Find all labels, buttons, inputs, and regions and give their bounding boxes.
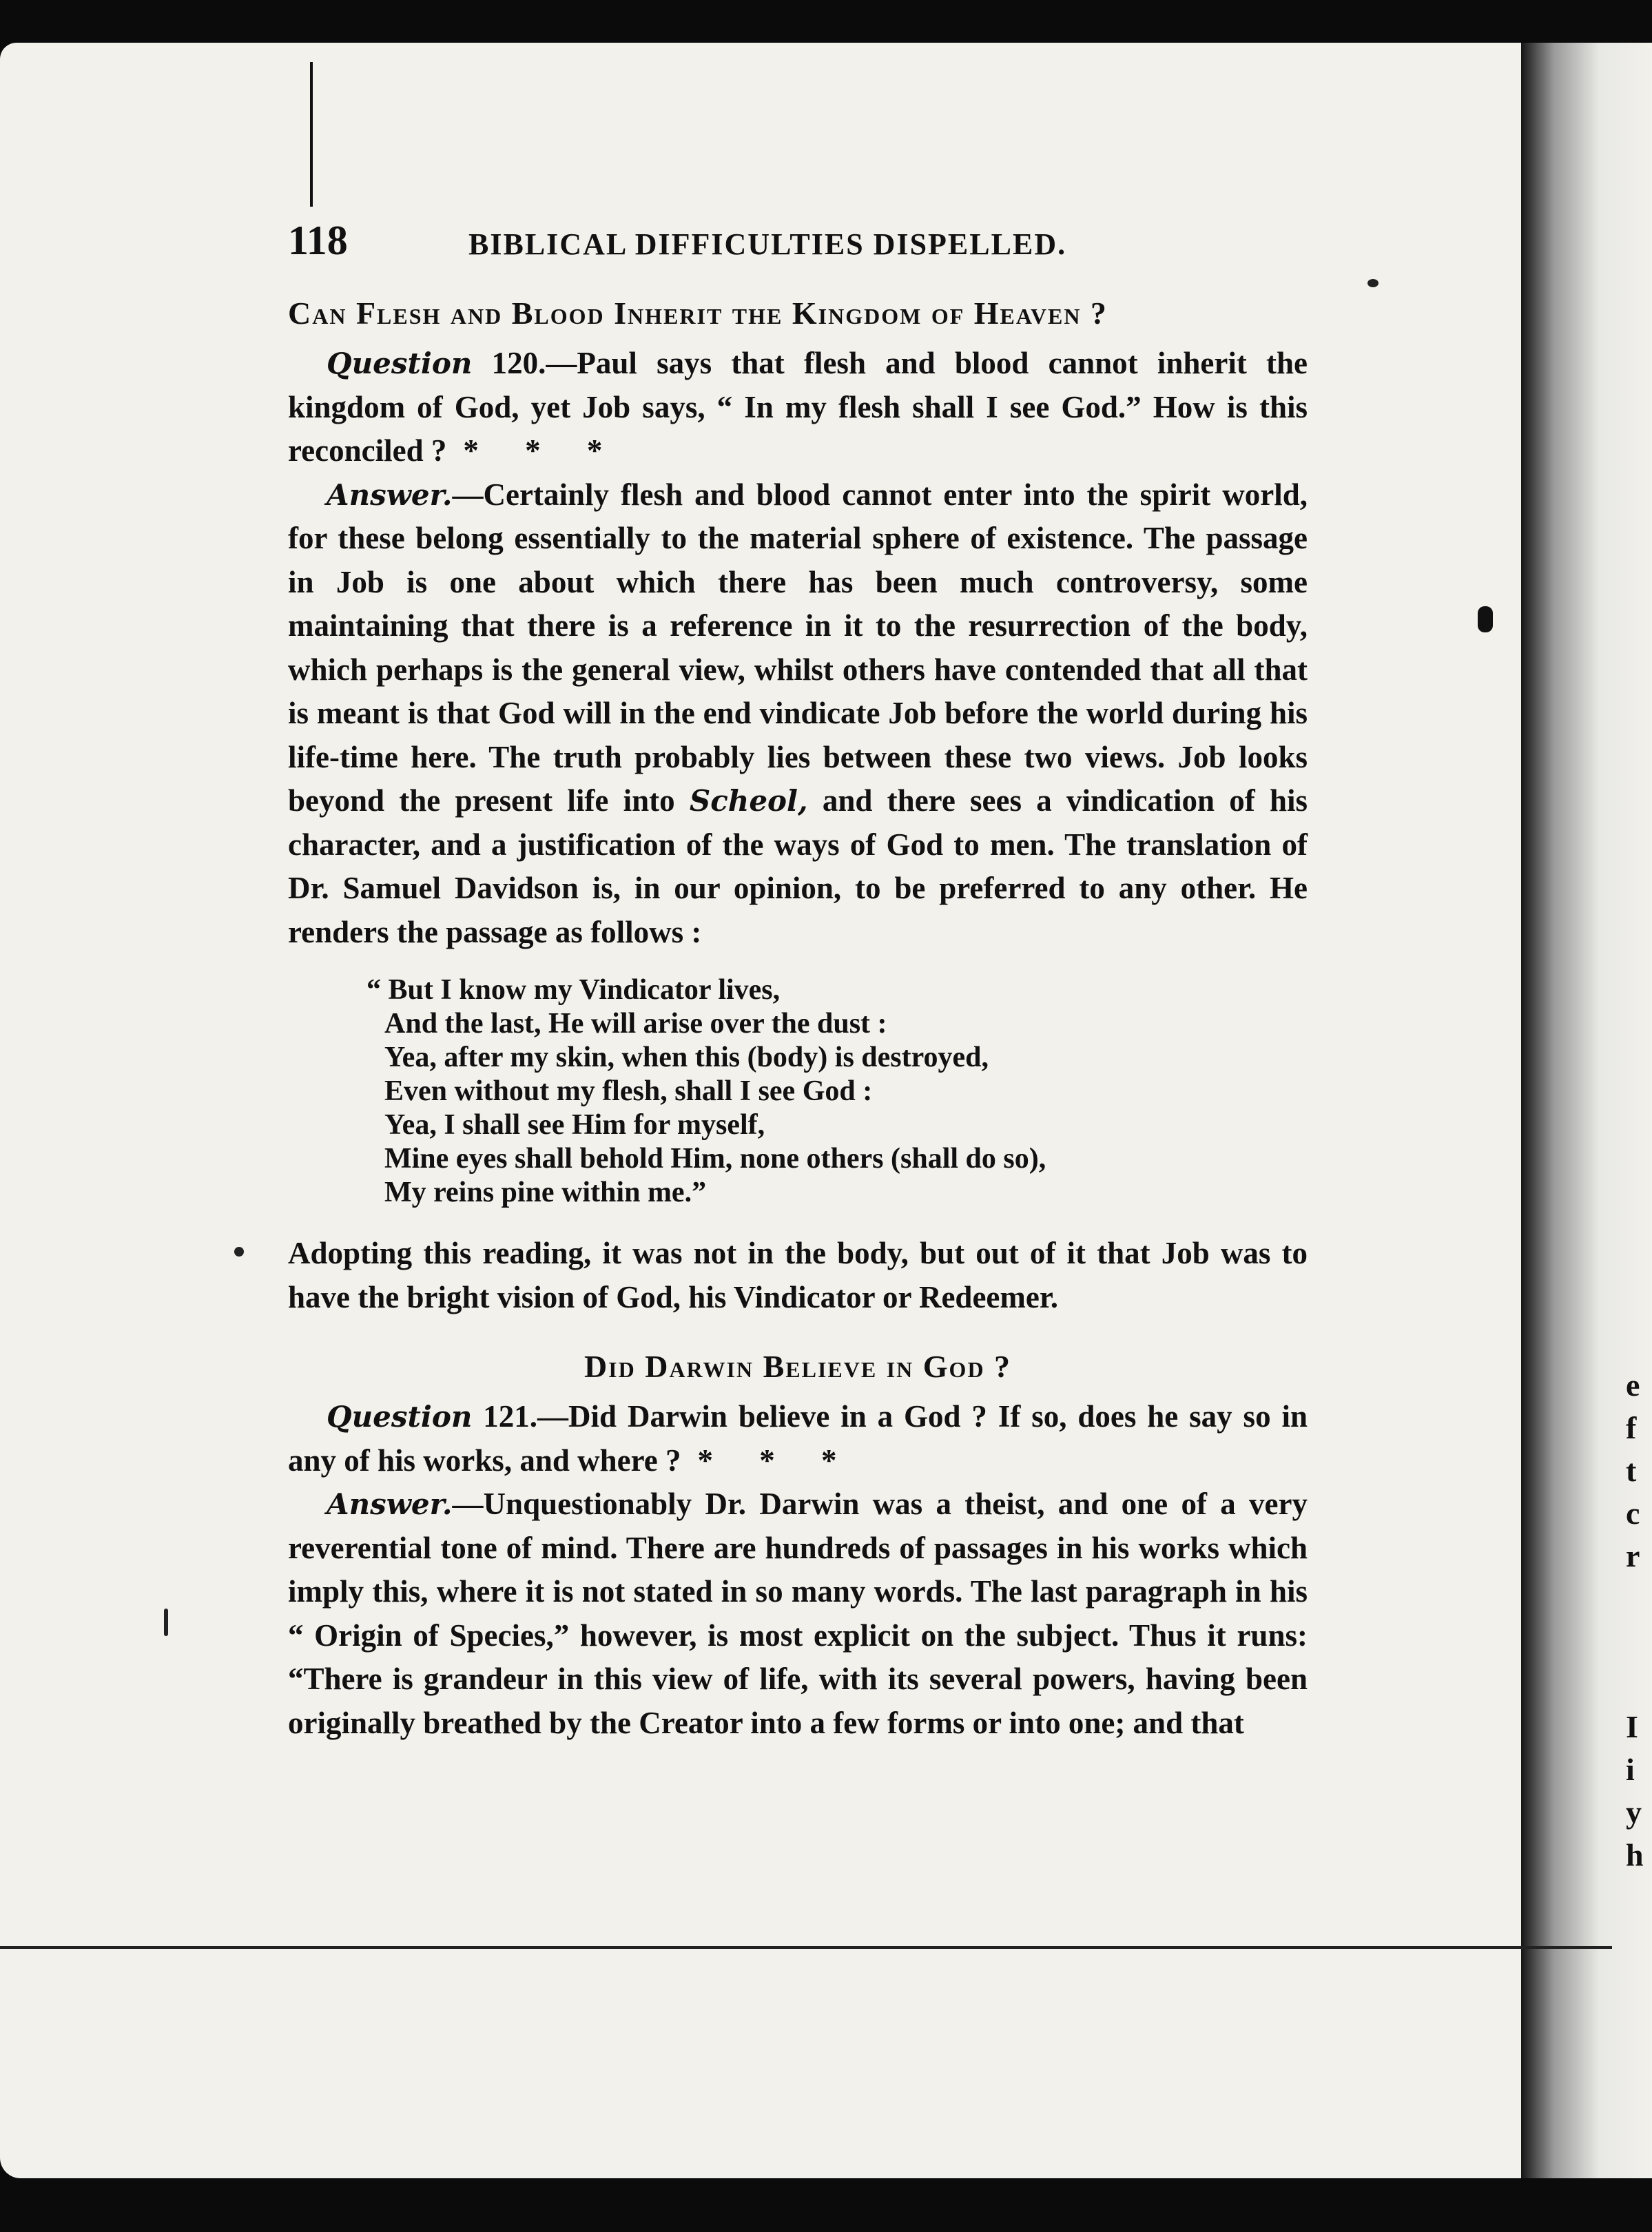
answer-paragraph xyxy=(288,473,1308,955)
speck xyxy=(1367,279,1379,287)
verse-line: Mine eyes shall behold Him, none others (shall do so), xyxy=(384,1143,1046,1175)
answer-paragraph xyxy=(288,1482,1308,1745)
answer-text: —Certainly flesh and blood cannot enter into the spirit world, for these belong essentially to the material sphere of existence. The passage in Job is one about which there has been much controversy, some maintaining that there is a reference in it to the resurrection of the body, which perhaps is the general view, whilst others have contended that all that is meant is that God will in the end vindicate Job before the world during his life-time here. The truth probably lies between these two views. Job looks beyond the present life into xyxy=(288,477,1308,818)
margin-fragment: h xyxy=(1626,1837,1644,1872)
stars: * * * xyxy=(697,1443,856,1478)
verse-line: Yea, I shall see Him for myself, xyxy=(384,1109,765,1141)
answer-label: Answer. xyxy=(327,477,453,512)
speck xyxy=(234,1247,244,1257)
gutter-mark xyxy=(1478,606,1493,632)
running-head xyxy=(288,219,1308,274)
margin-fragment: y xyxy=(1626,1795,1642,1830)
margin-fragment xyxy=(1626,1578,1652,1620)
margin-fragment: f xyxy=(1626,1410,1637,1445)
answer-text: —Unquestionably Dr. Darwin was a theist, and one of a very reverential tone of mind. There are hundreds of passages in his works which imply this, where it is not stated in so many words. The last paragraph in his “ Origin of Species,” however, is most explicit on the subject. Thus it runs: “There is grandeur in this view of life, with its several powers, having been originally breathed by the Creator into a few forms or into one; and that xyxy=(288,1487,1308,1740)
quoted-verse xyxy=(366,973,1308,1210)
question-text: 121.—Did Darwin believe in a God ? If so, does he say so in any of his works, and where ? xyxy=(288,1399,1308,1478)
answer-text-continued: and there sees a vindication of his character, and a justification of the ways of God to men. The translation of Dr. Samuel Davidson is, in our opinion, to be preferred to any other. He renders the passage as follows : xyxy=(288,783,1308,949)
scan-line-vertical xyxy=(310,62,313,207)
answer-label: Answer. xyxy=(327,1487,453,1521)
margin-fragment: I xyxy=(1626,1709,1638,1744)
stars: * * * xyxy=(463,433,622,468)
question-paragraph xyxy=(288,342,1308,473)
verse-line: Even without my flesh, shall I see God : xyxy=(384,1075,873,1107)
question-label: Question xyxy=(327,347,473,380)
conclusion-paragraph: Adopting this reading, it was not in the body, but out of it that Job was to have the bright vision of God, his Vindicator or Redeemer. xyxy=(288,1236,1308,1314)
margin-fragment xyxy=(1626,1663,1652,1706)
section-heading: Can Flesh and Blood Inherit the Kingdom of Heaven ? xyxy=(288,296,1108,331)
verse-line: “ But I know my Vindicator lives, xyxy=(366,974,781,1006)
page-text xyxy=(288,219,1308,1745)
margin-fragment: r xyxy=(1626,1538,1640,1573)
margin-fragment xyxy=(1626,1620,1652,1663)
margin-fragment: e xyxy=(1626,1367,1640,1403)
adjacent-page-text xyxy=(1626,1364,1652,1877)
margin-fragment: i xyxy=(1626,1752,1635,1787)
speck xyxy=(164,1609,168,1636)
section-heading: Did Darwin Believe in God ? xyxy=(584,1349,1012,1384)
question-text: 120.—Paul says that flesh and blood cannot inherit the kingdom of God, yet Job says, “ In my flesh shall I see God.” How is this reconciled ? xyxy=(288,346,1308,468)
question-paragraph xyxy=(288,1395,1308,1482)
margin-fragment: c xyxy=(1626,1496,1640,1531)
verse-line: Yea, after my skin, when this (body) is destroyed, xyxy=(384,1042,989,1073)
running-title: BIBLICAL DIFFICULTIES DISPELLED. xyxy=(468,227,1067,261)
question-label: Question xyxy=(327,1400,473,1434)
italic-term: Scheol, xyxy=(689,784,808,818)
scan-line-horizontal xyxy=(0,1946,1612,1949)
verse-line: And the last, He will arise over the dust : xyxy=(384,1008,887,1040)
page-number: 118 xyxy=(288,218,348,263)
margin-fragment: t xyxy=(1626,1453,1637,1488)
verse-line: My reins pine within me.” xyxy=(384,1177,707,1208)
